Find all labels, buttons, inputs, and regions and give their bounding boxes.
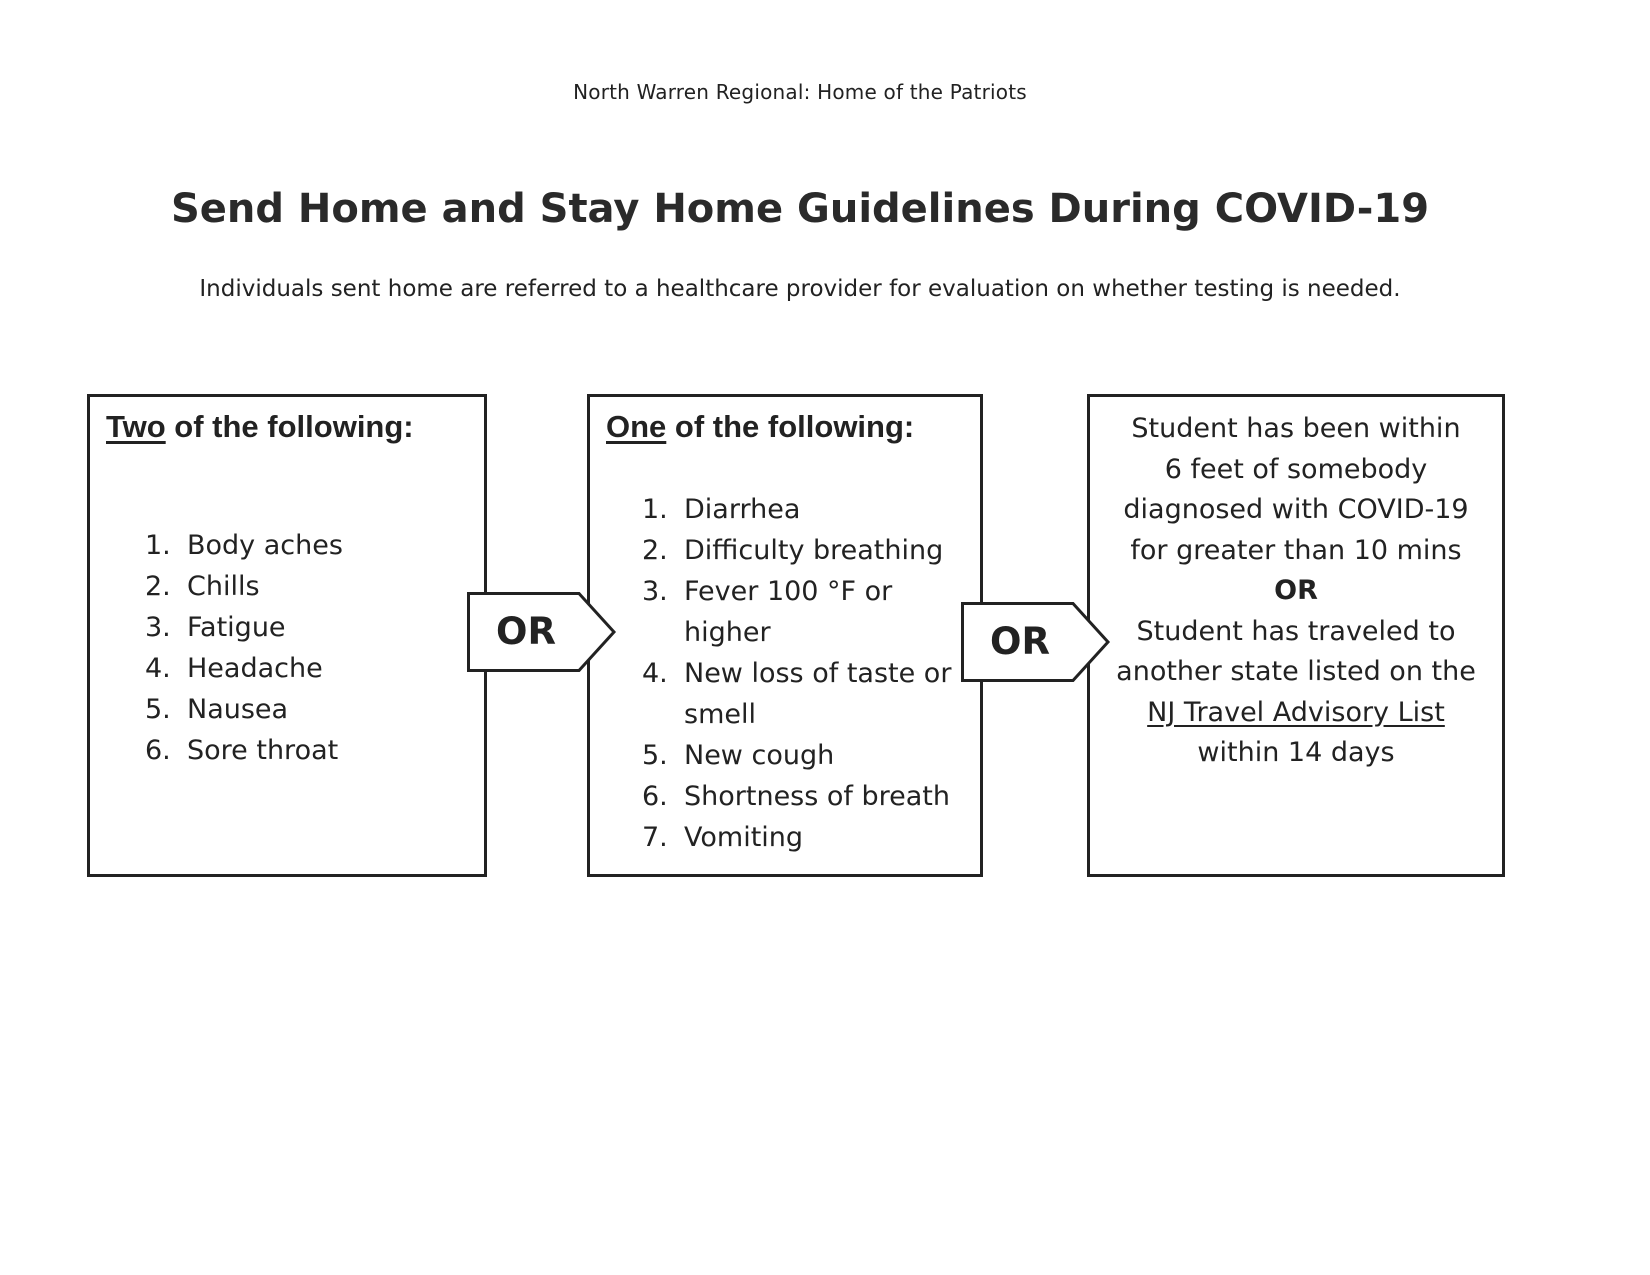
- list-item-text: Chills: [187, 571, 260, 602]
- list-item-number: 6.: [642, 781, 668, 812]
- list-item: [642, 530, 972, 571]
- list-item-text: Diarrhea: [684, 494, 801, 525]
- or-arrow-second: [961, 602, 1111, 682]
- exposure-line: for greater than 10 mins: [1130, 534, 1462, 566]
- list-item-number: 2.: [145, 571, 171, 602]
- list-item-text: New loss of taste or smell: [684, 658, 952, 730]
- page-title: Send Home and Stay Home Guidelines During COVID-19: [170, 186, 1430, 232]
- list-item: [642, 653, 972, 735]
- list-item-text: Shortness of breath: [684, 781, 951, 812]
- two-symptoms-box: [87, 394, 487, 877]
- exposure-box: [1087, 394, 1505, 877]
- two-symptoms-heading: [106, 409, 414, 445]
- exposure-line: Student has been within: [1131, 413, 1461, 444]
- travel-line: within 14 days: [1197, 737, 1395, 768]
- list-item-number: 5.: [642, 740, 668, 771]
- list-item: [642, 489, 972, 530]
- list-item-number: 7.: [642, 822, 668, 853]
- list-item: [145, 648, 475, 689]
- list-item: [642, 735, 972, 776]
- or-arrow-first: [467, 592, 617, 672]
- exposure-line: 6 feet of somebody: [1164, 453, 1428, 485]
- list-item-text: Vomiting: [684, 822, 804, 853]
- list-item-number: 5.: [145, 694, 171, 725]
- list-item: [145, 730, 475, 771]
- list-item: [145, 607, 475, 648]
- list-item-text: Fever 100 °F or higher: [684, 576, 893, 648]
- nj-travel-advisory-link[interactable]: NJ Travel Advisory List: [1147, 696, 1445, 728]
- list-item: [145, 689, 475, 730]
- one-symptom-list: [642, 489, 972, 858]
- list-item-number: 4.: [642, 658, 668, 689]
- one-symptom-box: [587, 394, 983, 877]
- or-label-second: OR: [990, 620, 1050, 663]
- travel-line: another state listed on the: [1116, 656, 1476, 687]
- one-symptom-heading: [606, 409, 914, 445]
- list-item: [642, 776, 972, 817]
- list-item-number: 2.: [642, 535, 668, 566]
- list-item-text: Fatigue: [187, 612, 286, 643]
- heading-emphasis-one: One: [606, 409, 667, 444]
- list-item-number: 1.: [145, 530, 171, 561]
- list-item-number: 1.: [642, 494, 668, 525]
- travel-line: Student has traveled to: [1136, 615, 1456, 647]
- list-item-number: 6.: [145, 735, 171, 766]
- heading-emphasis-two: Two: [106, 409, 166, 444]
- list-item-number: 3.: [642, 576, 668, 607]
- list-item-text: Nausea: [187, 694, 289, 725]
- heading-rest-two: of the following:: [165, 409, 414, 444]
- list-item-text: Sore throat: [187, 735, 339, 766]
- list-item-text: Body aches: [187, 530, 343, 561]
- school-header: North Warren Regional: Home of the Patriots: [573, 80, 1027, 104]
- list-item: [642, 817, 972, 858]
- list-item-text: Headache: [187, 653, 323, 684]
- exposure-text: [1090, 409, 1502, 774]
- list-item-text: New cough: [684, 740, 835, 771]
- list-item: [642, 571, 972, 653]
- page-subtitle: Individuals sent home are referred to a healthcare provider for evaluation on whether testing is needed.: [199, 276, 1401, 302]
- list-item-number: 4.: [145, 653, 171, 684]
- exposure-or-word: OR: [1274, 575, 1318, 606]
- heading-rest-one: of the following:: [666, 409, 915, 444]
- list-item: [145, 525, 475, 566]
- list-item-text: Difficulty breathing: [684, 535, 944, 566]
- exposure-line: diagnosed with COVID-19: [1123, 494, 1469, 525]
- list-item-number: 3.: [145, 612, 171, 643]
- list-item: [145, 566, 475, 607]
- or-label-first: OR: [496, 610, 556, 653]
- two-symptoms-list: [145, 525, 475, 771]
